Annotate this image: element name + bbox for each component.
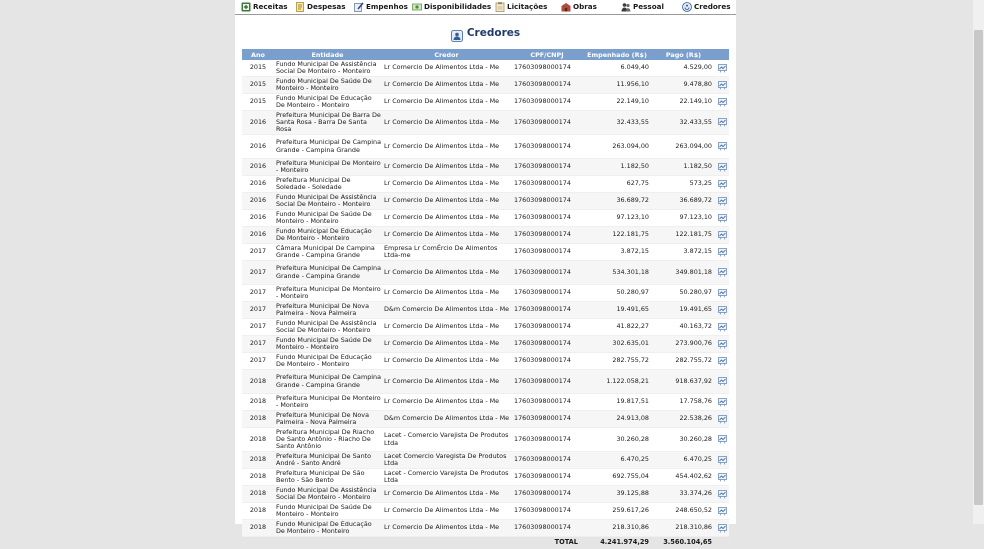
cell-cpf: 17603098000174	[512, 411, 582, 428]
table-row	[242, 135, 729, 159]
cell-entidade: Fundo Municipal De Saúde De Monteiro - Monteiro	[274, 336, 381, 353]
cell-entidade: Fundo Municipal De Saúde De Monteiro - Monteiro	[274, 77, 381, 94]
cell-credor: Lacet - Comercio Varejista De Produtos Ltda	[381, 469, 512, 486]
cell-ano: 2017	[242, 336, 274, 353]
cell-entidade: Prefeitura Municipal De Campina Grande - Campina Grande	[274, 261, 381, 285]
detail-chart-icon[interactable]	[718, 415, 727, 424]
cell-cpf: 17603098000174	[512, 452, 582, 469]
cell-pago: 9.478,80	[652, 77, 715, 94]
cell-cpf: 17603098000174	[512, 394, 582, 411]
row-detail-cell[interactable]	[715, 469, 729, 486]
table-row	[242, 302, 729, 319]
row-detail-cell[interactable]	[715, 159, 729, 176]
cell-entidade: Fundo Municipal De Educação De Monteiro - Monteiro	[274, 227, 381, 244]
cell-entidade: Prefeitura Municipal De São Bento - São Bento	[274, 469, 381, 486]
cell-empenhado: 19.817,51	[582, 394, 652, 411]
detail-chart-icon[interactable]	[718, 180, 727, 189]
cell-cpf: 17603098000174	[512, 94, 582, 111]
cell-credor: Lacet - Comercio Varejista De Produtos Ltda	[381, 428, 512, 452]
cell-entidade: Prefeitura Municipal De Monteiro - Monteiro	[274, 285, 381, 302]
cell-pago: 273.900,76	[652, 336, 715, 353]
cell-cpf: 17603098000174	[512, 520, 582, 537]
table-row	[242, 370, 729, 394]
cell-pago: 4.529,00	[652, 60, 715, 77]
cell-pago: 22.149,10	[652, 94, 715, 111]
cell-credor: Lr Comercio De Alimentos Ltda - Me	[381, 60, 512, 77]
detail-chart-icon[interactable]	[718, 306, 727, 315]
detail-chart-icon[interactable]	[718, 64, 727, 73]
cell-cpf: 17603098000174	[512, 486, 582, 503]
row-detail-cell[interactable]	[715, 452, 729, 469]
cell-empenhado: 1.182,50	[582, 159, 652, 176]
table-row	[242, 428, 729, 452]
row-detail-cell[interactable]	[715, 394, 729, 411]
cell-credor: Lr Comercio De Alimentos Ltda - Me	[381, 176, 512, 193]
table-row	[242, 193, 729, 210]
row-detail-cell[interactable]	[715, 285, 729, 302]
detail-chart-icon[interactable]	[718, 231, 727, 240]
row-detail-cell[interactable]	[715, 261, 729, 285]
cell-credor: Lr Comercio De Alimentos Ltda - Me	[381, 336, 512, 353]
cell-empenhado: 32.433,55	[582, 111, 652, 135]
cell-ano: 2015	[242, 94, 274, 111]
cell-entidade: Prefeitura Municipal De Riacho De Santo Antônio - Riacho De Santo Antônio	[274, 428, 381, 452]
table-row	[242, 319, 729, 336]
table-row	[242, 159, 729, 176]
nav-credores[interactable]: Credores	[682, 1, 730, 13]
row-detail-cell[interactable]	[715, 77, 729, 94]
row-detail-cell[interactable]	[715, 319, 729, 336]
detail-chart-icon[interactable]	[718, 323, 727, 332]
table-row	[242, 94, 729, 111]
cell-credor: Lr Comercio De Alimentos Ltda - Me	[381, 210, 512, 227]
col-header-entidade[interactable]: Entidade	[274, 49, 381, 60]
cell-ano: 2016	[242, 210, 274, 227]
cell-credor: Lr Comercio De Alimentos Ltda - Me	[381, 520, 512, 537]
row-detail-cell[interactable]	[715, 244, 729, 261]
cell-entidade: Prefeitura Municipal De Campina Grande - Campina Grande	[274, 135, 381, 159]
cell-empenhado: 1.122.058,21	[582, 370, 652, 394]
cell-ano: 2017	[242, 285, 274, 302]
cell-ano: 2016	[242, 193, 274, 210]
col-header-pago[interactable]: Pago (R$)	[652, 49, 715, 60]
cell-entidade: Fundo Municipal De Assistência Social De Monteiro - Monteiro	[274, 193, 381, 210]
cell-pago: 97.123,10	[652, 210, 715, 227]
cell-credor: Lr Comercio De Alimentos Ltda - Me	[381, 111, 512, 135]
cell-credor: Lr Comercio De Alimentos Ltda - Me	[381, 135, 512, 159]
cell-cpf: 17603098000174	[512, 60, 582, 77]
cell-ano: 2017	[242, 353, 274, 370]
cell-ano: 2018	[242, 411, 274, 428]
cell-pago: 218.310,86	[652, 520, 715, 537]
cell-cpf: 17603098000174	[512, 285, 582, 302]
cell-empenhado: 50.280,97	[582, 285, 652, 302]
cell-cpf: 17603098000174	[512, 370, 582, 394]
nav-pessoal[interactable]: Pessoal	[621, 1, 664, 13]
cell-entidade: Fundo Municipal De Educação De Monteiro - Monteiro	[274, 520, 381, 537]
cell-empenhado: 6.470,25	[582, 452, 652, 469]
detail-chart-icon[interactable]	[718, 214, 727, 223]
cell-pago: 19.491,65	[652, 302, 715, 319]
cell-entidade: Prefeitura Municipal De Nova Palmeira - Nova Palmeira	[274, 411, 381, 428]
cell-cpf: 17603098000174	[512, 302, 582, 319]
detail-chart-icon[interactable]	[718, 377, 727, 386]
cell-empenhado: 41.822,27	[582, 319, 652, 336]
credores-table	[242, 49, 729, 549]
cell-entidade: Prefeitura Municipal De Barra De Santa Rosa - Barra De Santa Rosa	[274, 111, 381, 135]
detail-chart-icon[interactable]	[718, 142, 727, 151]
row-detail-cell[interactable]	[715, 336, 729, 353]
cell-pago: 122.181,75	[652, 227, 715, 244]
cell-entidade: Prefeitura Municipal De Santo André - Santo André	[274, 452, 381, 469]
row-detail-cell[interactable]	[715, 210, 729, 227]
cell-entidade: Prefeitura Municipal De Nova Palmeira - Nova Palmeira	[274, 302, 381, 319]
credores-icon	[451, 27, 463, 39]
table-row	[242, 486, 729, 503]
nav-empenhos[interactable]: Empenhos	[354, 1, 408, 13]
row-detail-cell[interactable]	[715, 428, 729, 452]
detail-chart-icon[interactable]	[718, 268, 727, 277]
cell-entidade: Fundo Municipal De Educação De Monteiro - Monteiro	[274, 353, 381, 370]
cell-cpf: 17603098000174	[512, 227, 582, 244]
table-row	[242, 285, 729, 302]
cell-cpf: 17603098000174	[512, 503, 582, 520]
page-header	[235, 22, 736, 38]
cell-pago: 17.758,76	[652, 394, 715, 411]
table-body	[242, 60, 729, 537]
detail-chart-icon[interactable]	[718, 524, 727, 533]
cell-entidade: Fundo Municipal De Saúde De Monteiro - Monteiro	[274, 210, 381, 227]
cell-pago: 22.538,26	[652, 411, 715, 428]
cell-pago: 454.402,62	[652, 469, 715, 486]
cell-credor: Lr Comercio De Alimentos Ltda - Me	[381, 285, 512, 302]
cell-cpf: 17603098000174	[512, 193, 582, 210]
scrollbar-thumb[interactable]	[974, 30, 983, 505]
cell-pago: 40.163,72	[652, 319, 715, 336]
detail-chart-icon[interactable]	[718, 357, 727, 366]
cell-cpf: 17603098000174	[512, 244, 582, 261]
cell-entidade: Fundo Municipal De Assistência Social De Monteiro - Monteiro	[274, 319, 381, 336]
total-label: TOTAL	[242, 537, 582, 549]
table-row	[242, 452, 729, 469]
cell-credor: D&m Comercio De Alimentos Ltda - Me	[381, 302, 512, 319]
row-detail-cell[interactable]	[715, 193, 729, 210]
cell-pago: 32.433,55	[652, 111, 715, 135]
cell-pago: 573,25	[652, 176, 715, 193]
nav-disponibilidades[interactable]: Disponibilidades	[412, 1, 491, 13]
table-row	[242, 210, 729, 227]
table-row	[242, 520, 729, 537]
pen-icon	[354, 2, 364, 12]
cell-entidade: Fundo Municipal De Assistência Social De Monteiro - Monteiro	[274, 60, 381, 77]
cell-cpf: 17603098000174	[512, 469, 582, 486]
cell-cpf: 17603098000174	[512, 261, 582, 285]
cell-ano: 2018	[242, 503, 274, 520]
cell-pago: 918.637,92	[652, 370, 715, 394]
cell-pago: 248.650,52	[652, 503, 715, 520]
cell-pago: 30.260,28	[652, 428, 715, 452]
cell-empenhado: 218.310,86	[582, 520, 652, 537]
cell-ano: 2015	[242, 60, 274, 77]
cell-empenhado: 3.872,15	[582, 244, 652, 261]
cell-credor: Lr Comercio De Alimentos Ltda - Me	[381, 227, 512, 244]
cell-empenhado: 19.491,65	[582, 302, 652, 319]
row-detail-cell[interactable]	[715, 411, 729, 428]
row-detail-cell[interactable]	[715, 486, 729, 503]
building-icon	[561, 2, 571, 12]
cell-ano: 2018	[242, 520, 274, 537]
cell-credor: Lr Comercio De Alimentos Ltda - Me	[381, 193, 512, 210]
table-row	[242, 353, 729, 370]
cell-pago: 36.689,72	[652, 193, 715, 210]
cell-empenhado: 30.260,28	[582, 428, 652, 452]
row-detail-cell[interactable]	[715, 135, 729, 159]
nav-obras[interactable]: Obras	[561, 1, 597, 13]
table-row	[242, 60, 729, 77]
cell-entidade: Prefeitura Municipal De Soledade - Soledade	[274, 176, 381, 193]
cell-pago: 282.755,72	[652, 353, 715, 370]
cell-entidade: Prefeitura Municipal De Campina Grande - Campina Grande	[274, 370, 381, 394]
cell-empenhado: 22.149,10	[582, 94, 652, 111]
table-row	[242, 411, 729, 428]
cell-entidade: Fundo Municipal De Saúde De Monteiro - Monteiro	[274, 503, 381, 520]
row-detail-cell[interactable]	[715, 353, 729, 370]
col-header-credor[interactable]: Credor	[381, 49, 512, 60]
cell-credor: Lr Comercio De Alimentos Ltda - Me	[381, 486, 512, 503]
table-row	[242, 227, 729, 244]
detail-chart-icon[interactable]	[718, 118, 727, 127]
cell-entidade: Prefeitura Municipal De Monteiro - Monteiro	[274, 394, 381, 411]
scrollbar[interactable]	[973, 0, 984, 524]
cell-ano: 2016	[242, 227, 274, 244]
detail-chart-icon[interactable]	[718, 490, 727, 499]
cell-credor: Lr Comercio De Alimentos Ltda - Me	[381, 319, 512, 336]
detail-chart-icon[interactable]	[718, 507, 727, 516]
cell-cpf: 17603098000174	[512, 77, 582, 94]
cell-ano: 2018	[242, 452, 274, 469]
row-detail-cell[interactable]	[715, 111, 729, 135]
clipboard-icon	[495, 2, 505, 12]
cell-ano: 2015	[242, 77, 274, 94]
detail-chart-icon[interactable]	[718, 398, 727, 407]
page-title: Credores	[467, 27, 520, 39]
total-pago: 3.560.104,65	[652, 537, 715, 549]
cell-pago: 263.094,00	[652, 135, 715, 159]
cell-empenhado: 692.755,04	[582, 469, 652, 486]
cell-empenhado: 534.301,18	[582, 261, 652, 285]
people-icon	[621, 2, 631, 12]
row-detail-cell[interactable]	[715, 520, 729, 537]
col-header-ano[interactable]: Ano	[242, 49, 274, 60]
top-nav	[235, 0, 736, 14]
total-row	[242, 537, 729, 549]
table-row	[242, 261, 729, 285]
cell-credor: D&m Comercio De Alimentos Ltda - Me	[381, 411, 512, 428]
cell-ano: 2017	[242, 244, 274, 261]
cell-credor: Lr Comercio De Alimentos Ltda - Me	[381, 261, 512, 285]
cell-cpf: 17603098000174	[512, 210, 582, 227]
cell-empenhado: 6.049,40	[582, 60, 652, 77]
detail-chart-icon[interactable]	[718, 340, 727, 349]
cell-cpf: 17603098000174	[512, 176, 582, 193]
cell-pago: 50.280,97	[652, 285, 715, 302]
cell-credor: Empresa Lr ComÉrcio De Alimentos Ltda-me	[381, 244, 512, 261]
cell-cpf: 17603098000174	[512, 135, 582, 159]
cell-entidade: Câmara Municipal De Campina Grande - Campina Grande	[274, 244, 381, 261]
row-detail-cell[interactable]	[715, 503, 729, 520]
cell-pago: 3.872,15	[652, 244, 715, 261]
cell-empenhado: 97.123,10	[582, 210, 652, 227]
cell-credor: Lacet Comercio Varegista De Produtos Ltda	[381, 452, 512, 469]
row-detail-cell[interactable]	[715, 227, 729, 244]
cell-ano: 2017	[242, 302, 274, 319]
credores-icon	[682, 2, 692, 12]
cell-empenhado: 627,75	[582, 176, 652, 193]
cell-empenhado: 263.094,00	[582, 135, 652, 159]
cell-ano: 2016	[242, 135, 274, 159]
cell-empenhado: 282.755,72	[582, 353, 652, 370]
table-header-row	[242, 49, 729, 60]
table-row	[242, 77, 729, 94]
detail-chart-icon[interactable]	[718, 248, 727, 257]
nav-licitacoes[interactable]: Licitações	[495, 1, 547, 13]
cell-cpf: 17603098000174	[512, 336, 582, 353]
cell-empenhado: 259.617,26	[582, 503, 652, 520]
receipt-icon	[241, 2, 251, 12]
table-row	[242, 336, 729, 353]
cell-ano: 2016	[242, 176, 274, 193]
nav-despesas[interactable]: Despesas	[295, 1, 346, 13]
cell-cpf: 17603098000174	[512, 111, 582, 135]
cell-pago: 1.182,50	[652, 159, 715, 176]
cell-empenhado: 39.125,88	[582, 486, 652, 503]
row-detail-cell[interactable]	[715, 370, 729, 394]
row-detail-cell[interactable]	[715, 176, 729, 193]
col-header-cpf[interactable]: CPF/CNPJ	[512, 49, 582, 60]
detail-chart-icon[interactable]	[718, 98, 727, 107]
money-icon	[412, 2, 422, 12]
cell-entidade: Fundo Municipal De Educação De Monteiro - Monteiro	[274, 94, 381, 111]
cell-cpf: 17603098000174	[512, 159, 582, 176]
cell-empenhado: 302.635,01	[582, 336, 652, 353]
cell-ano: 2018	[242, 428, 274, 452]
cell-credor: Lr Comercio De Alimentos Ltda - Me	[381, 159, 512, 176]
cell-pago: 6.470,25	[652, 452, 715, 469]
nav-divider	[235, 14, 736, 15]
cell-empenhado: 24.913,08	[582, 411, 652, 428]
row-detail-cell[interactable]	[715, 302, 729, 319]
cell-ano: 2018	[242, 469, 274, 486]
detail-chart-icon[interactable]	[718, 163, 727, 172]
table-row	[242, 176, 729, 193]
cell-credor: Lr Comercio De Alimentos Ltda - Me	[381, 77, 512, 94]
total-empenhado: 4.241.974,29	[582, 537, 652, 549]
cell-ano: 2016	[242, 111, 274, 135]
cell-ano: 2017	[242, 261, 274, 285]
cell-credor: Lr Comercio De Alimentos Ltda - Me	[381, 353, 512, 370]
document-icon	[295, 2, 305, 12]
cell-pago: 33.374,26	[652, 486, 715, 503]
content-panel	[235, 0, 736, 524]
cell-credor: Lr Comercio De Alimentos Ltda - Me	[381, 370, 512, 394]
cell-credor: Lr Comercio De Alimentos Ltda - Me	[381, 394, 512, 411]
table-row	[242, 244, 729, 261]
cell-pago: 349.801,18	[652, 261, 715, 285]
col-header-empenhado[interactable]: Empenhado (R$)	[582, 49, 652, 60]
cell-empenhado: 122.181,75	[582, 227, 652, 244]
cell-ano: 2018	[242, 486, 274, 503]
detail-chart-icon[interactable]	[718, 289, 727, 298]
detail-chart-icon[interactable]	[718, 81, 727, 90]
cell-ano: 2017	[242, 319, 274, 336]
nav-receitas[interactable]: Receitas	[241, 1, 288, 13]
table-row	[242, 469, 729, 486]
cell-cpf: 17603098000174	[512, 319, 582, 336]
cell-cpf: 17603098000174	[512, 428, 582, 452]
cell-credor: Lr Comercio De Alimentos Ltda - Me	[381, 503, 512, 520]
table-row	[242, 394, 729, 411]
detail-chart-icon[interactable]	[718, 456, 727, 465]
table-row	[242, 111, 729, 135]
detail-chart-icon[interactable]	[718, 435, 727, 444]
cell-empenhado: 36.689,72	[582, 193, 652, 210]
cell-entidade: Fundo Municipal De Assistência Social De Monteiro - Monteiro	[274, 486, 381, 503]
col-header-detail	[715, 49, 729, 60]
table-row	[242, 503, 729, 520]
cell-cpf: 17603098000174	[512, 353, 582, 370]
cell-credor: Lr Comercio De Alimentos Ltda - Me	[381, 94, 512, 111]
cell-empenhado: 11.956,10	[582, 77, 652, 94]
cell-entidade: Prefeitura Municipal De Monteiro - Monteiro	[274, 159, 381, 176]
detail-chart-icon[interactable]	[718, 197, 727, 206]
row-detail-cell[interactable]	[715, 94, 729, 111]
cell-ano: 2016	[242, 159, 274, 176]
cell-ano: 2018	[242, 394, 274, 411]
row-detail-cell[interactable]	[715, 60, 729, 77]
cell-ano: 2018	[242, 370, 274, 394]
detail-chart-icon[interactable]	[718, 473, 727, 482]
